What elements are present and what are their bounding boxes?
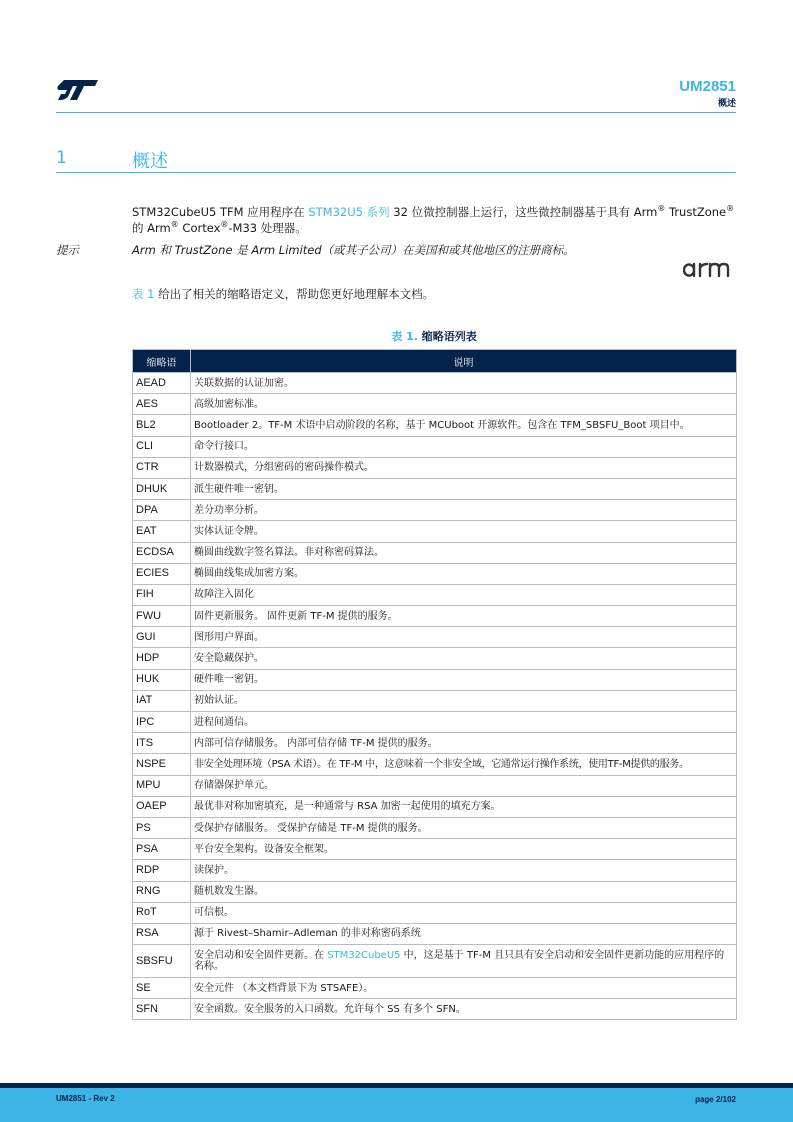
description-cell: 受保护存储服务。 受保护存储是 TF-M 提供的服务。 [191, 817, 737, 838]
abbreviation-cell: ITS [133, 733, 191, 754]
note-label: 提示 [56, 243, 79, 257]
table-row [133, 669, 737, 690]
header-divider [56, 112, 736, 113]
description-cell: 安全元件 （本文档背景下为 STSAFE）。 [191, 978, 737, 999]
description-cell: 固件更新服务。 固件更新 TF-M 提供的服务。 [191, 606, 737, 627]
document-id: UM2851 [679, 78, 736, 95]
description-cell: 平台安全架构。设备安全框架。 [191, 839, 737, 860]
abbreviation-cell: AEAD [133, 373, 191, 394]
table-row [133, 563, 737, 584]
description-cell: 安全启动和安全固件更新。在 STM32CubeU5 中，这是基于 TF-M 且只具有安全启动和安全固件更新功能的应用程序的名称。 [191, 945, 737, 978]
table-reference-text: 表 1 给出了相关的缩略语定义，帮助您更好地理解本文档。 [132, 287, 435, 301]
table-row [133, 754, 737, 775]
footer-revision: UM2851 - Rev 2 [56, 1094, 115, 1103]
abbreviation-cell: DPA [133, 500, 191, 521]
description-cell: 进程间通信。 [191, 712, 737, 733]
abbreviation-cell: MPU [133, 775, 191, 796]
table-row [133, 945, 737, 978]
abbreviation-cell: FWU [133, 606, 191, 627]
column-header-description: 说明 [191, 350, 737, 373]
description-cell: 命令行接口。 [191, 436, 737, 457]
table-row [133, 839, 737, 860]
stm32cubeu5-link[interactable]: STM32CubeU5 [327, 950, 401, 962]
table-row [133, 457, 737, 478]
abbreviation-cell: ECDSA [133, 542, 191, 563]
description-cell: 关联数据的认证加密。 [191, 373, 737, 394]
table-row [133, 923, 737, 944]
table-row [133, 999, 737, 1020]
abbreviation-cell: ECIES [133, 563, 191, 584]
abbreviation-cell: DHUK [133, 478, 191, 499]
table-header-row [133, 350, 737, 373]
section-number: 1 [56, 148, 67, 168]
intro-paragraph: STM32CubeU5 TFM 应用程序在 STM32U5 系列 32 位微控制器上运行，这些微控制器基于具有 Arm® TrustZone® 的 Arm® Cortex®-M33 处理器。 [132, 204, 735, 235]
table-row [133, 606, 737, 627]
description-cell: 非安全处理环境（PSA 术语）。在 TF-M 中，这意味着一个非安全域，它通常运行操作系统，使用TF-M提供的服务。 [191, 754, 737, 775]
description-cell: 实体认证令牌。 [191, 521, 737, 542]
description-cell: 最优非对称加密填充，是一种通常与 RSA 加密一起使用的填充方案。 [191, 796, 737, 817]
footer-band [0, 1088, 793, 1122]
table-row [133, 373, 737, 394]
description-cell: 随机数发生器。 [191, 881, 737, 902]
abbreviation-cell: IPC [133, 712, 191, 733]
abbreviation-cell: SE [133, 978, 191, 999]
table-row [133, 500, 737, 521]
abbreviation-cell: EAT [133, 521, 191, 542]
description-cell: 硬件唯一密钥。 [191, 669, 737, 690]
abbreviation-cell: CTR [133, 457, 191, 478]
st-logo-icon [56, 78, 100, 102]
table-row [133, 817, 737, 838]
table-row [133, 712, 737, 733]
section-title: 概述 [132, 151, 168, 172]
table-1-link[interactable]: 表 1 [132, 287, 155, 301]
description-cell: 可信根。 [191, 902, 737, 923]
table-row [133, 775, 737, 796]
table-row [133, 521, 737, 542]
description-cell: 存储器保护单元。 [191, 775, 737, 796]
header-subtitle: 概述 [717, 99, 736, 109]
abbreviation-cell: BL2 [133, 415, 191, 436]
stm32u5-series-link[interactable]: STM32U5 系列 [308, 205, 390, 219]
description-cell: 读保护。 [191, 860, 737, 881]
abbreviation-cell: FIH [133, 584, 191, 605]
arm-logo-icon [683, 256, 733, 280]
abbreviation-table [132, 349, 737, 1020]
table-row [133, 902, 737, 923]
description-cell: 派生硬件唯一密钥。 [191, 478, 737, 499]
description-cell: 计数器模式，分组密码的密码操作模式。 [191, 457, 737, 478]
description-cell: 故障注入固化 [191, 584, 737, 605]
abbreviation-cell: NSPE [133, 754, 191, 775]
description-cell: 图形用户界面。 [191, 627, 737, 648]
description-cell: 初始认证。 [191, 690, 737, 711]
description-cell: 高级加密标准。 [191, 394, 737, 415]
description-cell: 椭圆曲线数字签名算法。非对称密码算法。 [191, 542, 737, 563]
table-row [133, 733, 737, 754]
description-cell: 安全函数。安全服务的入口函数。允许每个 SS 有多个 SFN。 [191, 999, 737, 1020]
table-row [133, 394, 737, 415]
abbreviation-cell: HDP [133, 648, 191, 669]
description-cell: 椭圆曲线集成加密方案。 [191, 563, 737, 584]
table-row [133, 415, 737, 436]
abbreviation-cell: PSA [133, 839, 191, 860]
table-row [133, 860, 737, 881]
table-row [133, 584, 737, 605]
table-row [133, 542, 737, 563]
column-header-abbreviation: 缩略语 [133, 350, 191, 373]
abbreviation-cell: AES [133, 394, 191, 415]
section-divider [56, 172, 736, 173]
abbreviation-cell: IAT [133, 690, 191, 711]
description-cell: 安全隐藏保护。 [191, 648, 737, 669]
abbreviation-cell: CLI [133, 436, 191, 457]
footer-page-number: page 2/102 [695, 1095, 736, 1104]
description-cell: 内部可信存储服务。 内部可信存储 TF-M 提供的服务。 [191, 733, 737, 754]
abbreviation-cell: HUK [133, 669, 191, 690]
abbreviation-cell: SFN [133, 999, 191, 1020]
description-cell: 差分功率分析。 [191, 500, 737, 521]
table-row [133, 690, 737, 711]
abbreviation-cell: OAEP [133, 796, 191, 817]
table-row [133, 796, 737, 817]
abbreviation-cell: GUI [133, 627, 191, 648]
table-row [133, 627, 737, 648]
table-row [133, 436, 737, 457]
description-cell: 源于 Rivest–Shamir–Adleman 的非对称密码系统 [191, 923, 737, 944]
abbreviation-cell: RNG [133, 881, 191, 902]
table-row [133, 648, 737, 669]
abbreviation-cell: RDP [133, 860, 191, 881]
description-cell: Bootloader 2。TF-M 术语中启动阶段的名称，基于 MCUboot 开源软件。包含在 TFM_SBSFU_Boot 项目中。 [191, 415, 737, 436]
note-text: Arm 和 TrustZone 是 Arm Limited（或其子公司）在美国和或其他地区的注册商标。 [132, 243, 575, 257]
table-row [133, 881, 737, 902]
table-row [133, 978, 737, 999]
abbreviation-cell: RoT [133, 902, 191, 923]
abbreviation-cell: RSA [133, 923, 191, 944]
abbreviation-cell: PS [133, 817, 191, 838]
abbreviation-cell: SBSFU [133, 945, 191, 978]
table-row [133, 478, 737, 499]
table-caption: 表 1. 缩略语列表 [391, 330, 477, 343]
